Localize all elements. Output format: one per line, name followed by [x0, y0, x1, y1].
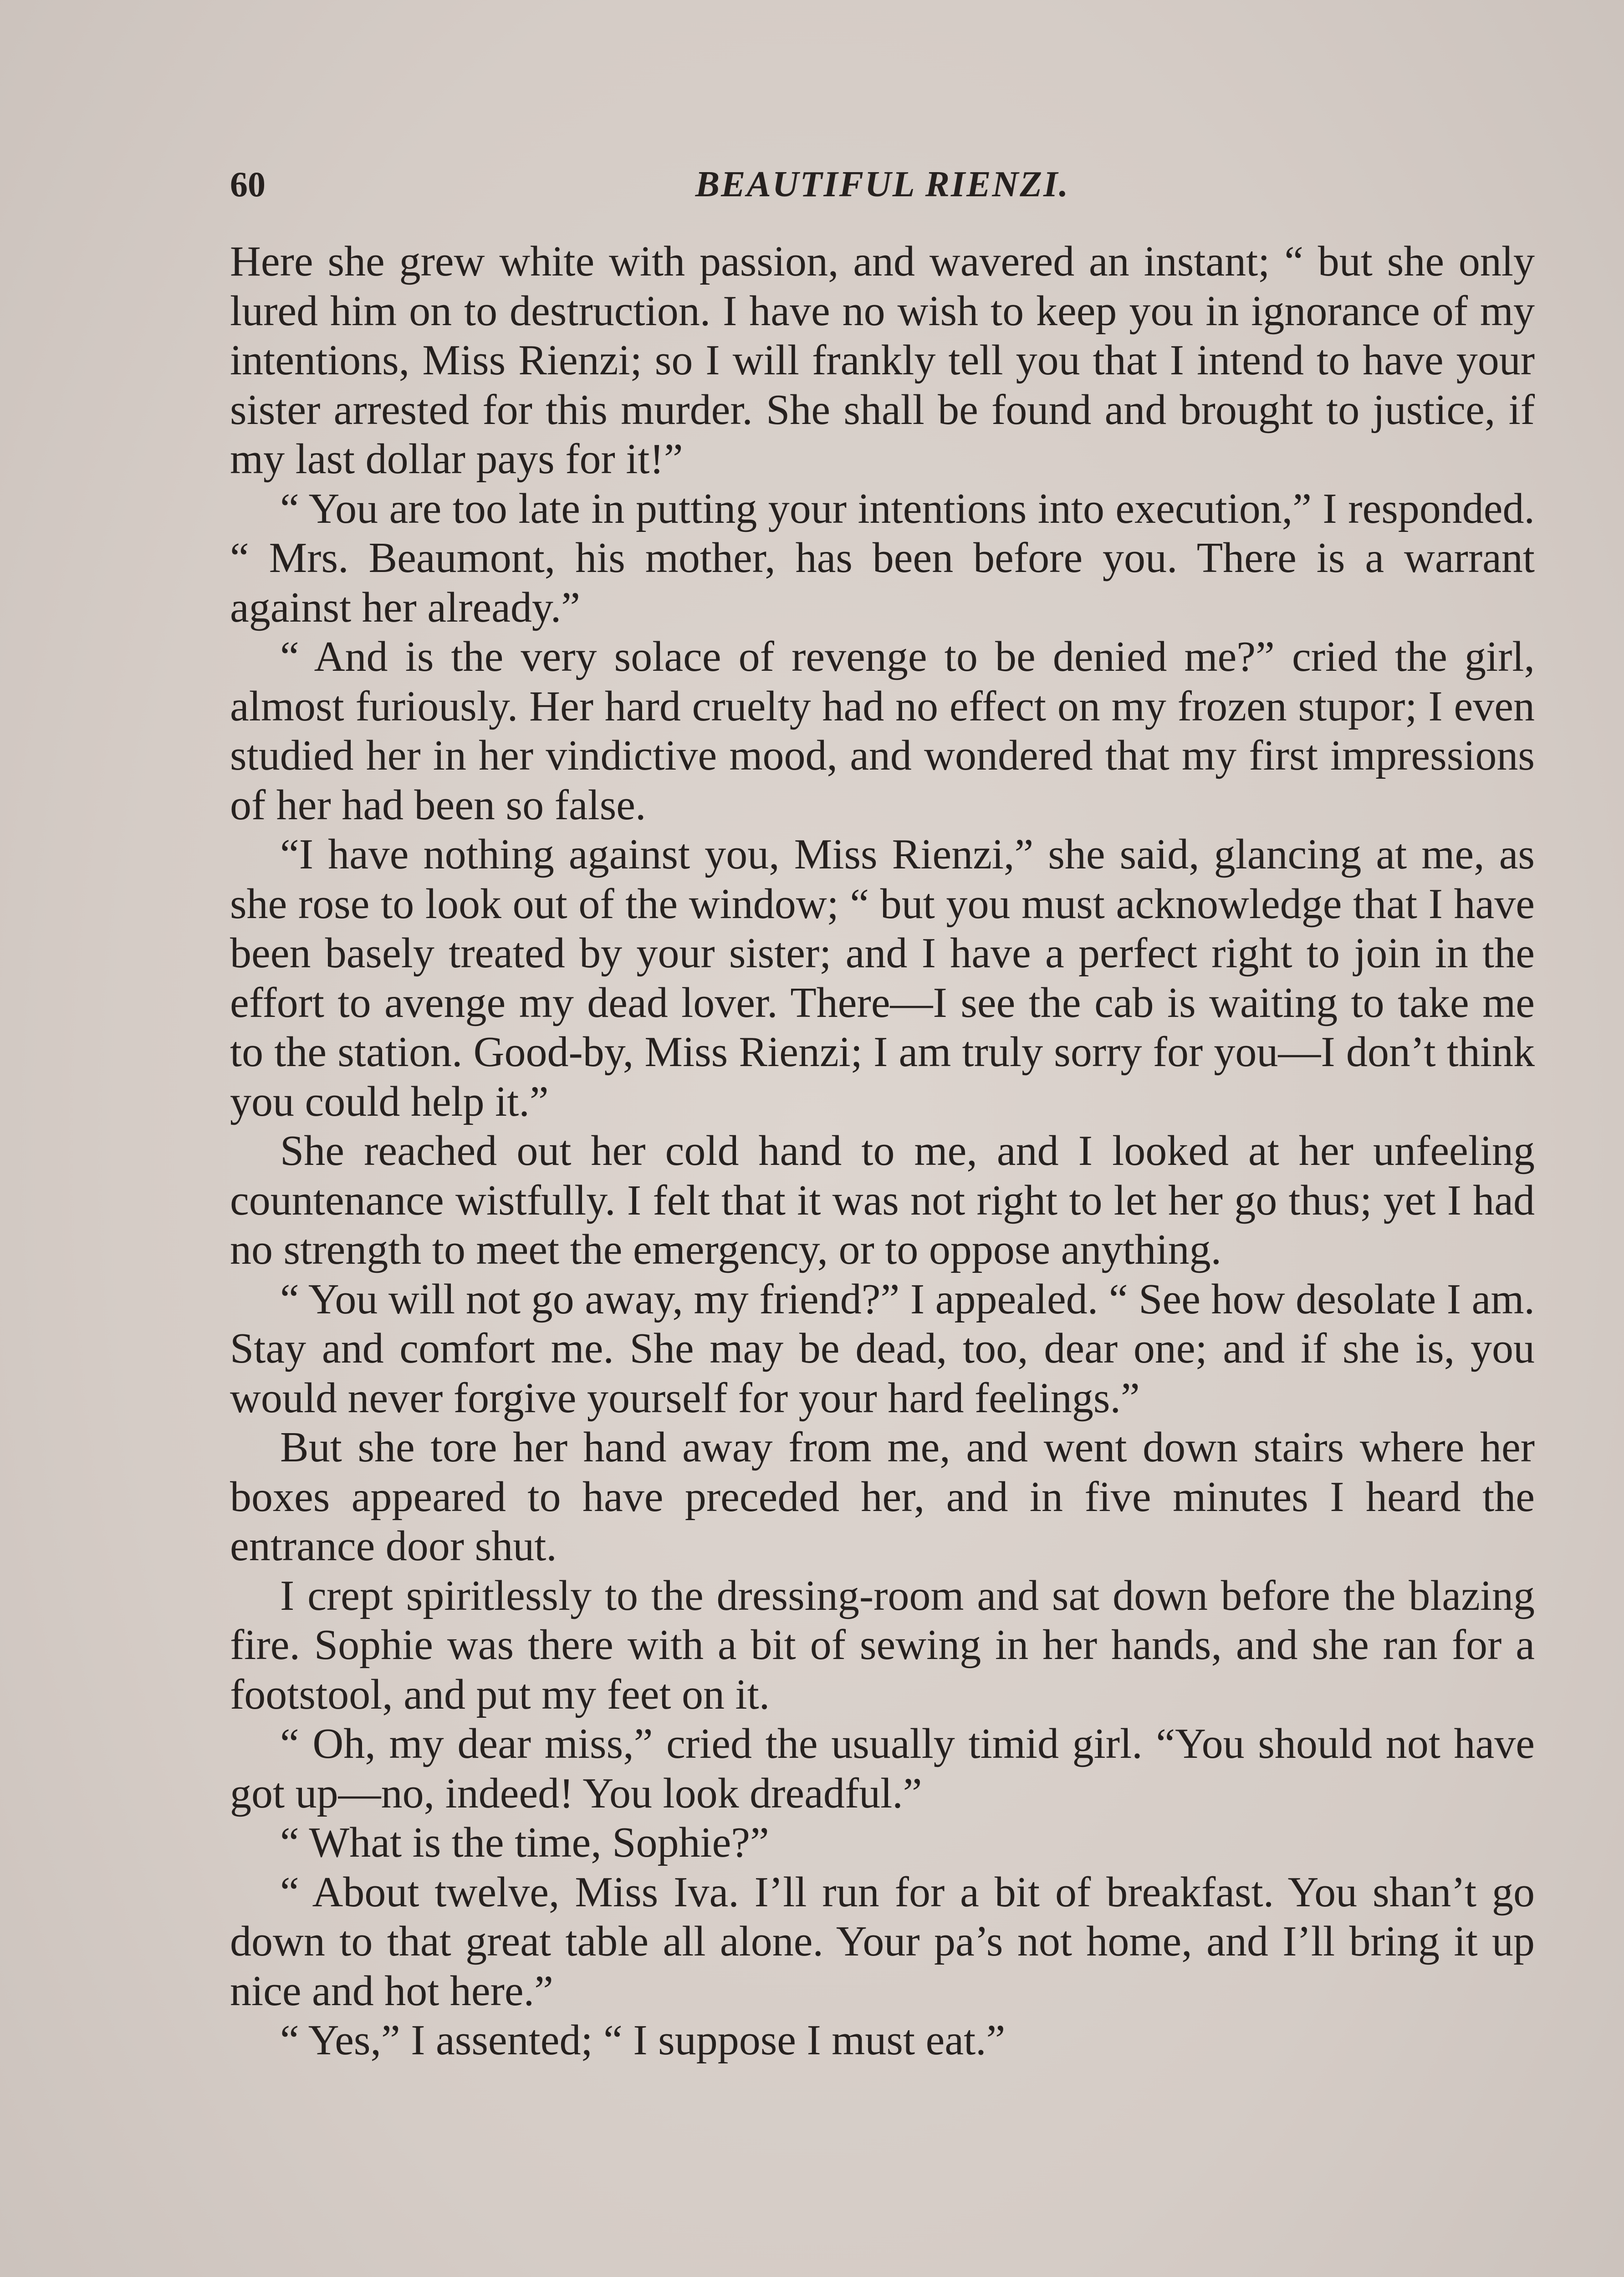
paragraph: “ Yes,” I assented; “ I suppose I must eat.” [280, 2017, 1006, 2064]
running-title: BEAUTIFUL RIENZI. [695, 164, 1070, 204]
body-text [230, 237, 1535, 2065]
paragraph: She reached out her cold hand to me, and I looked at her unfeeling countenance wistfully. I felt that it was not right to let her go thus; yet I had no strength to meet the emergency, or to oppose anything. [230, 1127, 1535, 1273]
paragraph: “ Oh, my dear miss,” cried the usually timid girl. “You should not have got up—no, indeed! You look dreadful.” [230, 1720, 1535, 1817]
paragraph: “ You are too late in putting your intentions into execution,” I responded. “ Mrs. Beaumont, his mother, has been before you. There is a warrant against her already.” [230, 485, 1535, 631]
paragraph: “ You will not go away, my friend?” I appealed. “ See how desolate I am. Stay and comfort me. She may be dead, too, dear one; and if she is, you would never forgive yourself for your hard feelings.” [230, 1275, 1535, 1422]
page-number: 60 [230, 164, 266, 204]
paragraph: I crept spiritlessly to the dressing-room and sat down before the blazing fire. Sophie was there with a bit of sewing in her hands, and she ran for a footstool, and put my feet on it. [230, 1572, 1535, 1718]
paragraph: “ What is the time, Sophie?” [280, 1819, 769, 1866]
paragraph: “ About twelve, Miss Iva. I’ll run for a bit of breakfast. You shan’t go down to that great table all alone. Your pa’s not home, and I’ll bring it up nice and hot here.” [230, 1868, 1535, 2015]
paragraph: But she tore her hand away from me, and went down stairs where her boxes appeared to have preceded her, and in five minutes I heard the entrance door shut. [230, 1424, 1535, 1570]
paragraph: Here she grew white with passion, and wavered an instant; “ but she only lured him on to destruction. I have no wish to keep you in ignorance of my intentions, Miss Rienzi; so I will frankly tell you that I intend to have your sister arrested for this murder. She shall be found and brought to justice, if my last dollar pays for it!” [230, 238, 1535, 483]
paragraph: “ And is the very solace of revenge to be denied me?” cried the girl, almost furiously. Her hard cruelty had no effect on my frozen stupor; I even studied her in her vindictive mood, and wondered that my first impressions of her had been so false. [230, 633, 1535, 829]
paragraph: “I have nothing against you, Miss Rienzi,” she said, glancing at me, as she rose to look out of the window; “ but you must acknowledge that I have been basely treated by your sister; and I have a perfect right to join in the effort to avenge my dead lover. There—I see the cab is waiting to take me to the station. Good-by, Miss Rienzi; I am truly sorry for you—I don’t think you could help it.” [230, 831, 1535, 1125]
page-header [230, 159, 1535, 214]
